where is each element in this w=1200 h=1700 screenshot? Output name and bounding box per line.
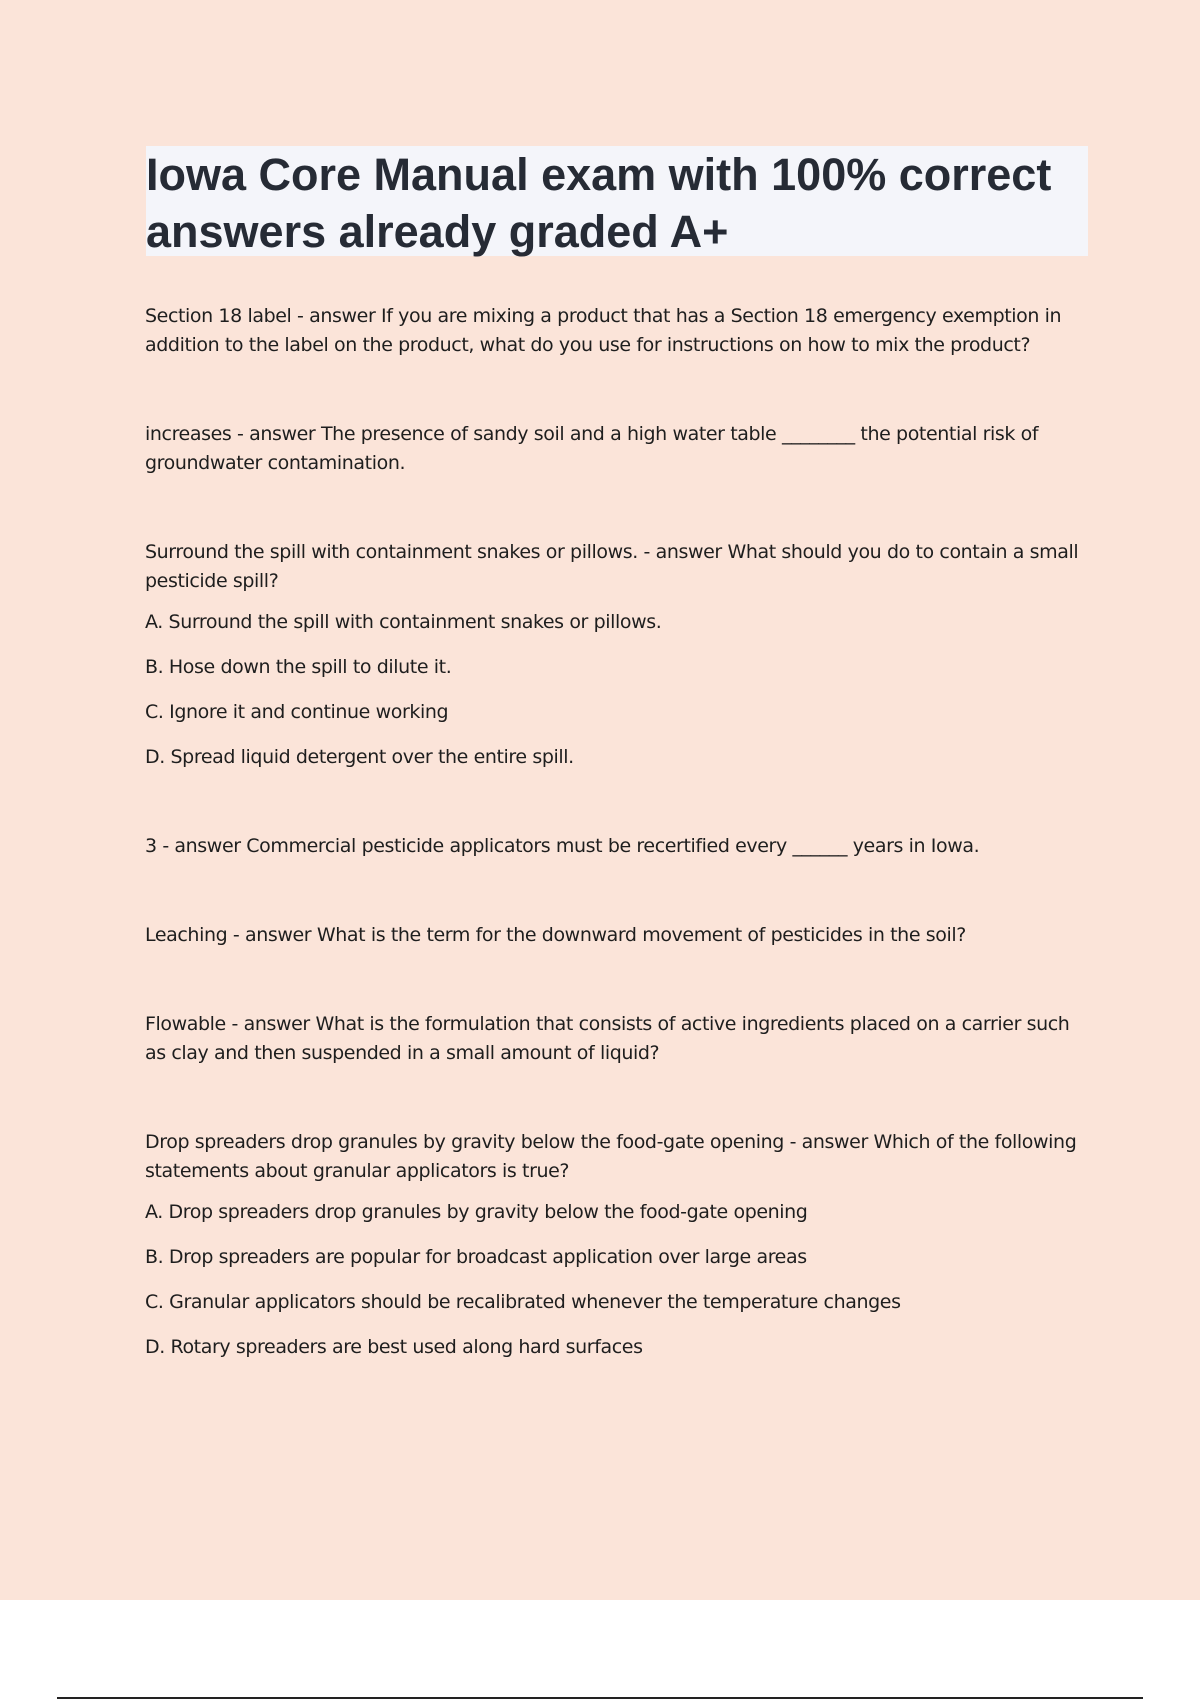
document-title: Iowa Core Manual exam with 100% correct answers already graded A+ — [146, 149, 1052, 257]
qa-text: 3 - answer Commercial pesticide applicators must be recertified every ______ years in Iowa. — [145, 835, 980, 857]
answer-option: C. Ignore it and continue working — [145, 701, 449, 723]
qa-text: Surround the spill with containment snakes or pillows. - answer What should you do to contain a small pesticide spill? — [145, 541, 1079, 592]
bottom-divider — [57, 1697, 1143, 1699]
qa-item-7 — [145, 1128, 1090, 1362]
answer-option: A. Drop spreaders drop granules by gravity below the food-gate opening — [145, 1201, 808, 1223]
answer-options — [145, 608, 1090, 772]
qa-item-6 — [145, 1010, 1090, 1068]
answer-option: C. Granular applicators should be recalibrated whenever the temperature changes — [145, 1291, 901, 1313]
answer-options — [145, 1198, 1090, 1362]
qa-item-4 — [145, 832, 1090, 861]
answer-option: D. Spread liquid detergent over the entire spill. — [145, 746, 574, 768]
answer-option: B. Hose down the spill to dilute it. — [145, 656, 452, 678]
qa-item-2 — [145, 420, 1090, 478]
qa-text: Flowable - answer What is the formulation that consists of active ingredients placed on a carrier such as clay and then suspended in a small amount of liquid? — [145, 1013, 1070, 1064]
qa-text: Leaching - answer What is the term for the downward movement of pesticides in the soil? — [145, 924, 966, 946]
answer-option: D. Rotary spreaders are best used along hard surfaces — [145, 1336, 643, 1358]
qa-text: increases - answer The presence of sandy soil and a high water table ________ the potential risk of groundwater contamination. — [145, 423, 1039, 474]
answer-option: B. Drop spreaders are popular for broadcast application over large areas — [145, 1246, 807, 1268]
document-body — [145, 302, 1090, 1422]
qa-text: Drop spreaders drop granules by gravity below the food-gate opening - answer Which of the following statements about granular applicators is true? — [145, 1131, 1077, 1182]
qa-item-1 — [145, 302, 1090, 360]
qa-text: Section 18 label - answer If you are mixing a product that has a Section 18 emergency exemption in addition to the label on the product, what do you use for instructions on how to mix the product? — [145, 305, 1062, 356]
qa-item-5 — [145, 921, 1090, 950]
qa-item-3 — [145, 538, 1090, 772]
answer-option: A. Surround the spill with containment snakes or pillows. — [145, 611, 662, 633]
